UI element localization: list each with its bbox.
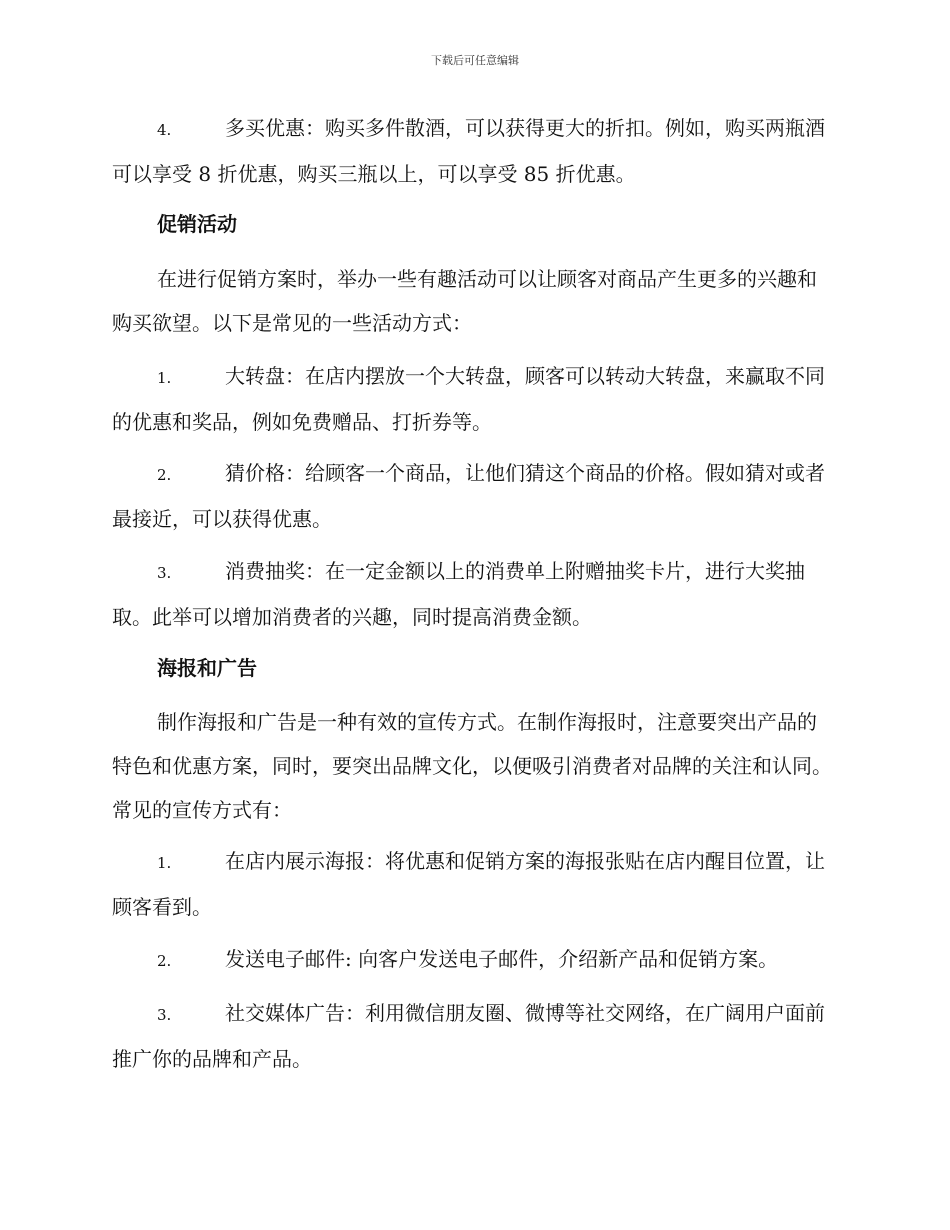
section-heading-advertising: 海报和广告 [157, 656, 257, 680]
list-item-number: 1. [157, 369, 172, 387]
list-item-number: 3. [157, 564, 172, 582]
page-header: 下载后可任意编辑 [431, 54, 519, 67]
paragraph-advertising: 制作海报和广告是一种有效的宣传方式。在制作海报时，注意要突出产品的特色和优惠方案，同时，要突出品牌文化，以便吸引消费者对品牌的关注和认同。常见的宣传方式有： [112, 710, 832, 822]
list-item [112, 937, 834, 983]
section-heading-promotion: 促销活动 [157, 212, 237, 236]
list-item-text: 在店内展示海报：将优惠和促销方案的海报张贴在店内醒目位置，让顾客看到。 [112, 849, 825, 919]
paragraph-promotion: 在进行促销方案时，举办一些有趣活动可以让顾客对商品产生更多的兴趣和购买欲望。以下是常见的一些活动方式： [112, 267, 817, 335]
list-item-text: 猜价格：给顾客一个商品，让他们猜这个商品的价格。假如猜对或者最接近，可以获得优惠。 [112, 461, 825, 531]
list-item [112, 549, 834, 639]
list-item-text: 消费抽奖：在一定金额以上的消费单上附赠抽奖卡片，进行大奖抽取。此举可以增加消费者的兴趣，同时提高消费金额。 [112, 559, 805, 629]
list-item-text: 大转盘：在店内摆放一个大转盘，顾客可以转动大转盘，来赢取不同的优惠和奖品，例如免费赠品、打折券等。 [112, 364, 825, 434]
list-item-number: 2. [157, 466, 172, 484]
list-item-text: 多买优惠：购买多件散酒，可以获得更大的折扣。例如，购买两瓶酒可以享受 8 折优惠，购买三瓶以上，可以享受 85 折优惠。 [112, 116, 825, 186]
list-item-text: 社交媒体广告：利用微信朋友圈、微博等社交网络，在广阔用户面前推广你的品牌和产品。 [112, 1001, 825, 1071]
list-item-number: 3. [157, 1006, 172, 1024]
list-item-number: 4. [157, 121, 172, 139]
list-item [112, 991, 834, 1081]
list-item-number: 2. [157, 952, 172, 970]
list-item [112, 106, 834, 196]
list-item-text: 发送电子邮件: 向客户发送电子邮件，介绍新产品和促销方案。 [225, 947, 779, 971]
list-item [112, 839, 834, 929]
list-item-number: 1. [157, 854, 172, 872]
list-item [112, 354, 834, 444]
list-item [112, 451, 834, 541]
